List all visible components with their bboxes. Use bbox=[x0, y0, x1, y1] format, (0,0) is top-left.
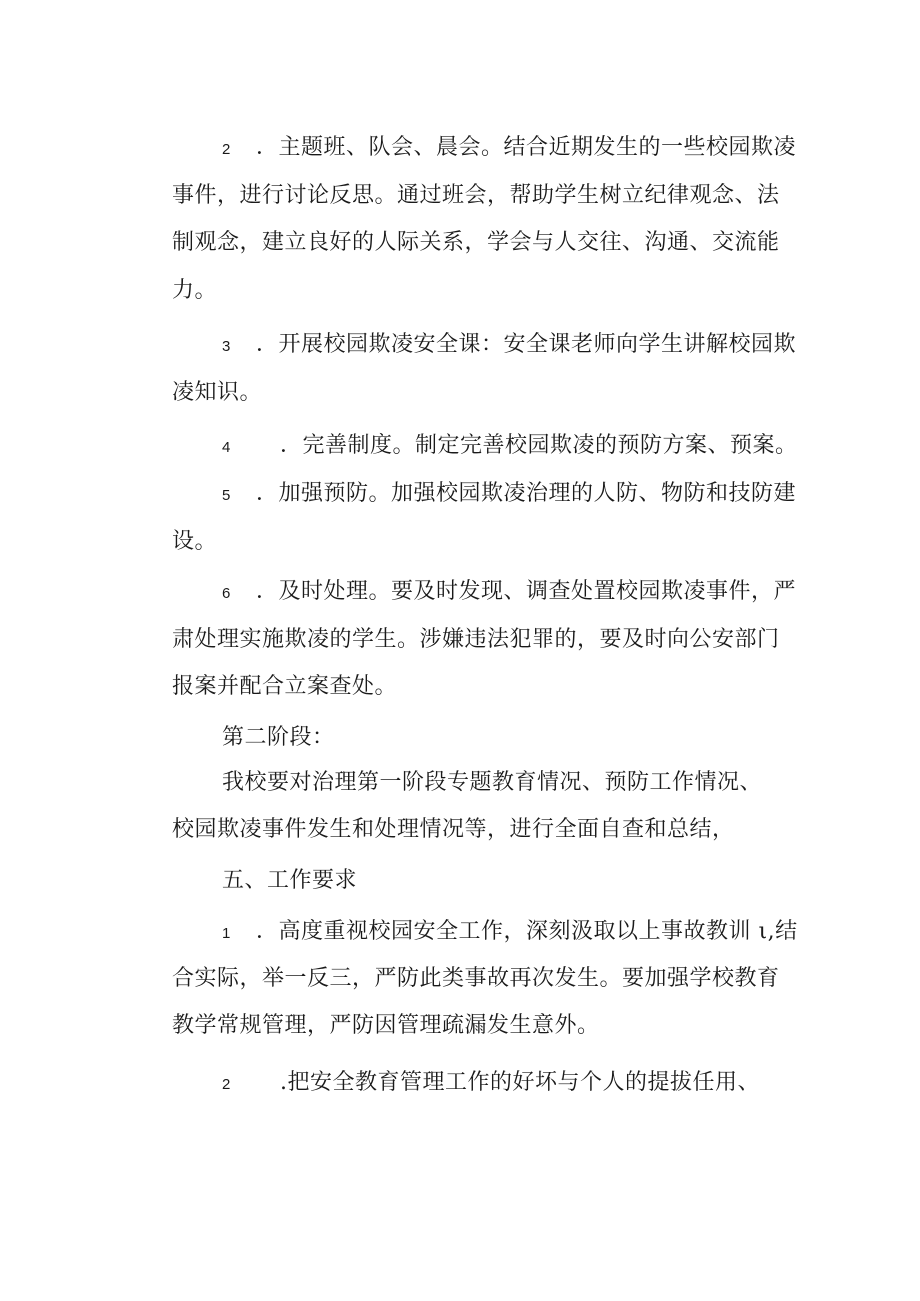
line-text: .把安全教育管理工作的好坏与个人的提拔任用、 bbox=[280, 1070, 760, 1095]
line-text: ．完善制度。制定完善校园欺凌的预防方案、预案。 bbox=[280, 433, 798, 458]
line-text: ．开展校园欺凌安全课：安全课老师向学生讲解校园欺 bbox=[256, 332, 797, 357]
paragraph-line: 事件，进行讨论反思。通过班会，帮助学生树立纪律观念、法 bbox=[172, 183, 780, 208]
line-text: ．加强预防。加强校园欺凌治理的人防、物防和技防建 bbox=[256, 481, 797, 506]
item-5-line-1 bbox=[222, 479, 802, 511]
item-number: 4 bbox=[222, 439, 231, 456]
item-number: 2 bbox=[222, 141, 231, 158]
item-4-line-1 bbox=[222, 431, 802, 463]
line-text: ．主题班、队会、晨会。结合近期发生的一些校园欺凌 bbox=[256, 135, 797, 160]
item-number: 3 bbox=[222, 338, 231, 355]
paragraph-line: 力。 bbox=[172, 278, 218, 303]
paragraph-line: 凌知识。 bbox=[172, 380, 263, 405]
item-number: 5 bbox=[222, 487, 231, 504]
section-heading: 五、工作要求 bbox=[222, 868, 358, 893]
item-number: 2 bbox=[222, 1076, 231, 1093]
paragraph-line: 合实际，举一反三，严防此类事故再次发生。要加强学校教育 bbox=[172, 966, 780, 991]
paragraph-line: 肃处理实施欺凌的学生。涉嫌违法犯罪的，要及时向公安部门 bbox=[172, 627, 780, 652]
section-heading: 第二阶段： bbox=[222, 725, 335, 750]
item-6-line-1 bbox=[222, 577, 802, 609]
paragraph-line: 制观念，建立良好的人际关系，学会与人交往、沟通、交流能 bbox=[172, 230, 780, 255]
requirement-1-line-1 bbox=[222, 917, 802, 949]
paragraph-line: 校园欺凌事件发生和处理情况等，进行全面自查和总结， bbox=[172, 817, 735, 842]
line-text: ．及时处理。要及时发现、调查处置校园欺凌事件，严 bbox=[256, 579, 797, 604]
paragraph-line: 设。 bbox=[172, 529, 218, 554]
item-3-line-1 bbox=[222, 330, 802, 362]
requirement-2-line-1 bbox=[222, 1068, 802, 1100]
item-2-line-1 bbox=[222, 133, 802, 165]
paragraph-line: 报案并配合立案查处。 bbox=[172, 674, 398, 699]
line-text: ．高度重视校园安全工作，深刻汲取以上事故教训 ι,结 bbox=[256, 919, 798, 944]
item-number: 6 bbox=[222, 585, 231, 602]
paragraph-line: 我校要对治理第一阶段专题教育情况、预防工作情况、 bbox=[222, 770, 763, 795]
paragraph-line: 教学常规管理，严防因管理疏漏发生意外。 bbox=[172, 1013, 600, 1038]
item-number: 1 bbox=[222, 925, 231, 942]
